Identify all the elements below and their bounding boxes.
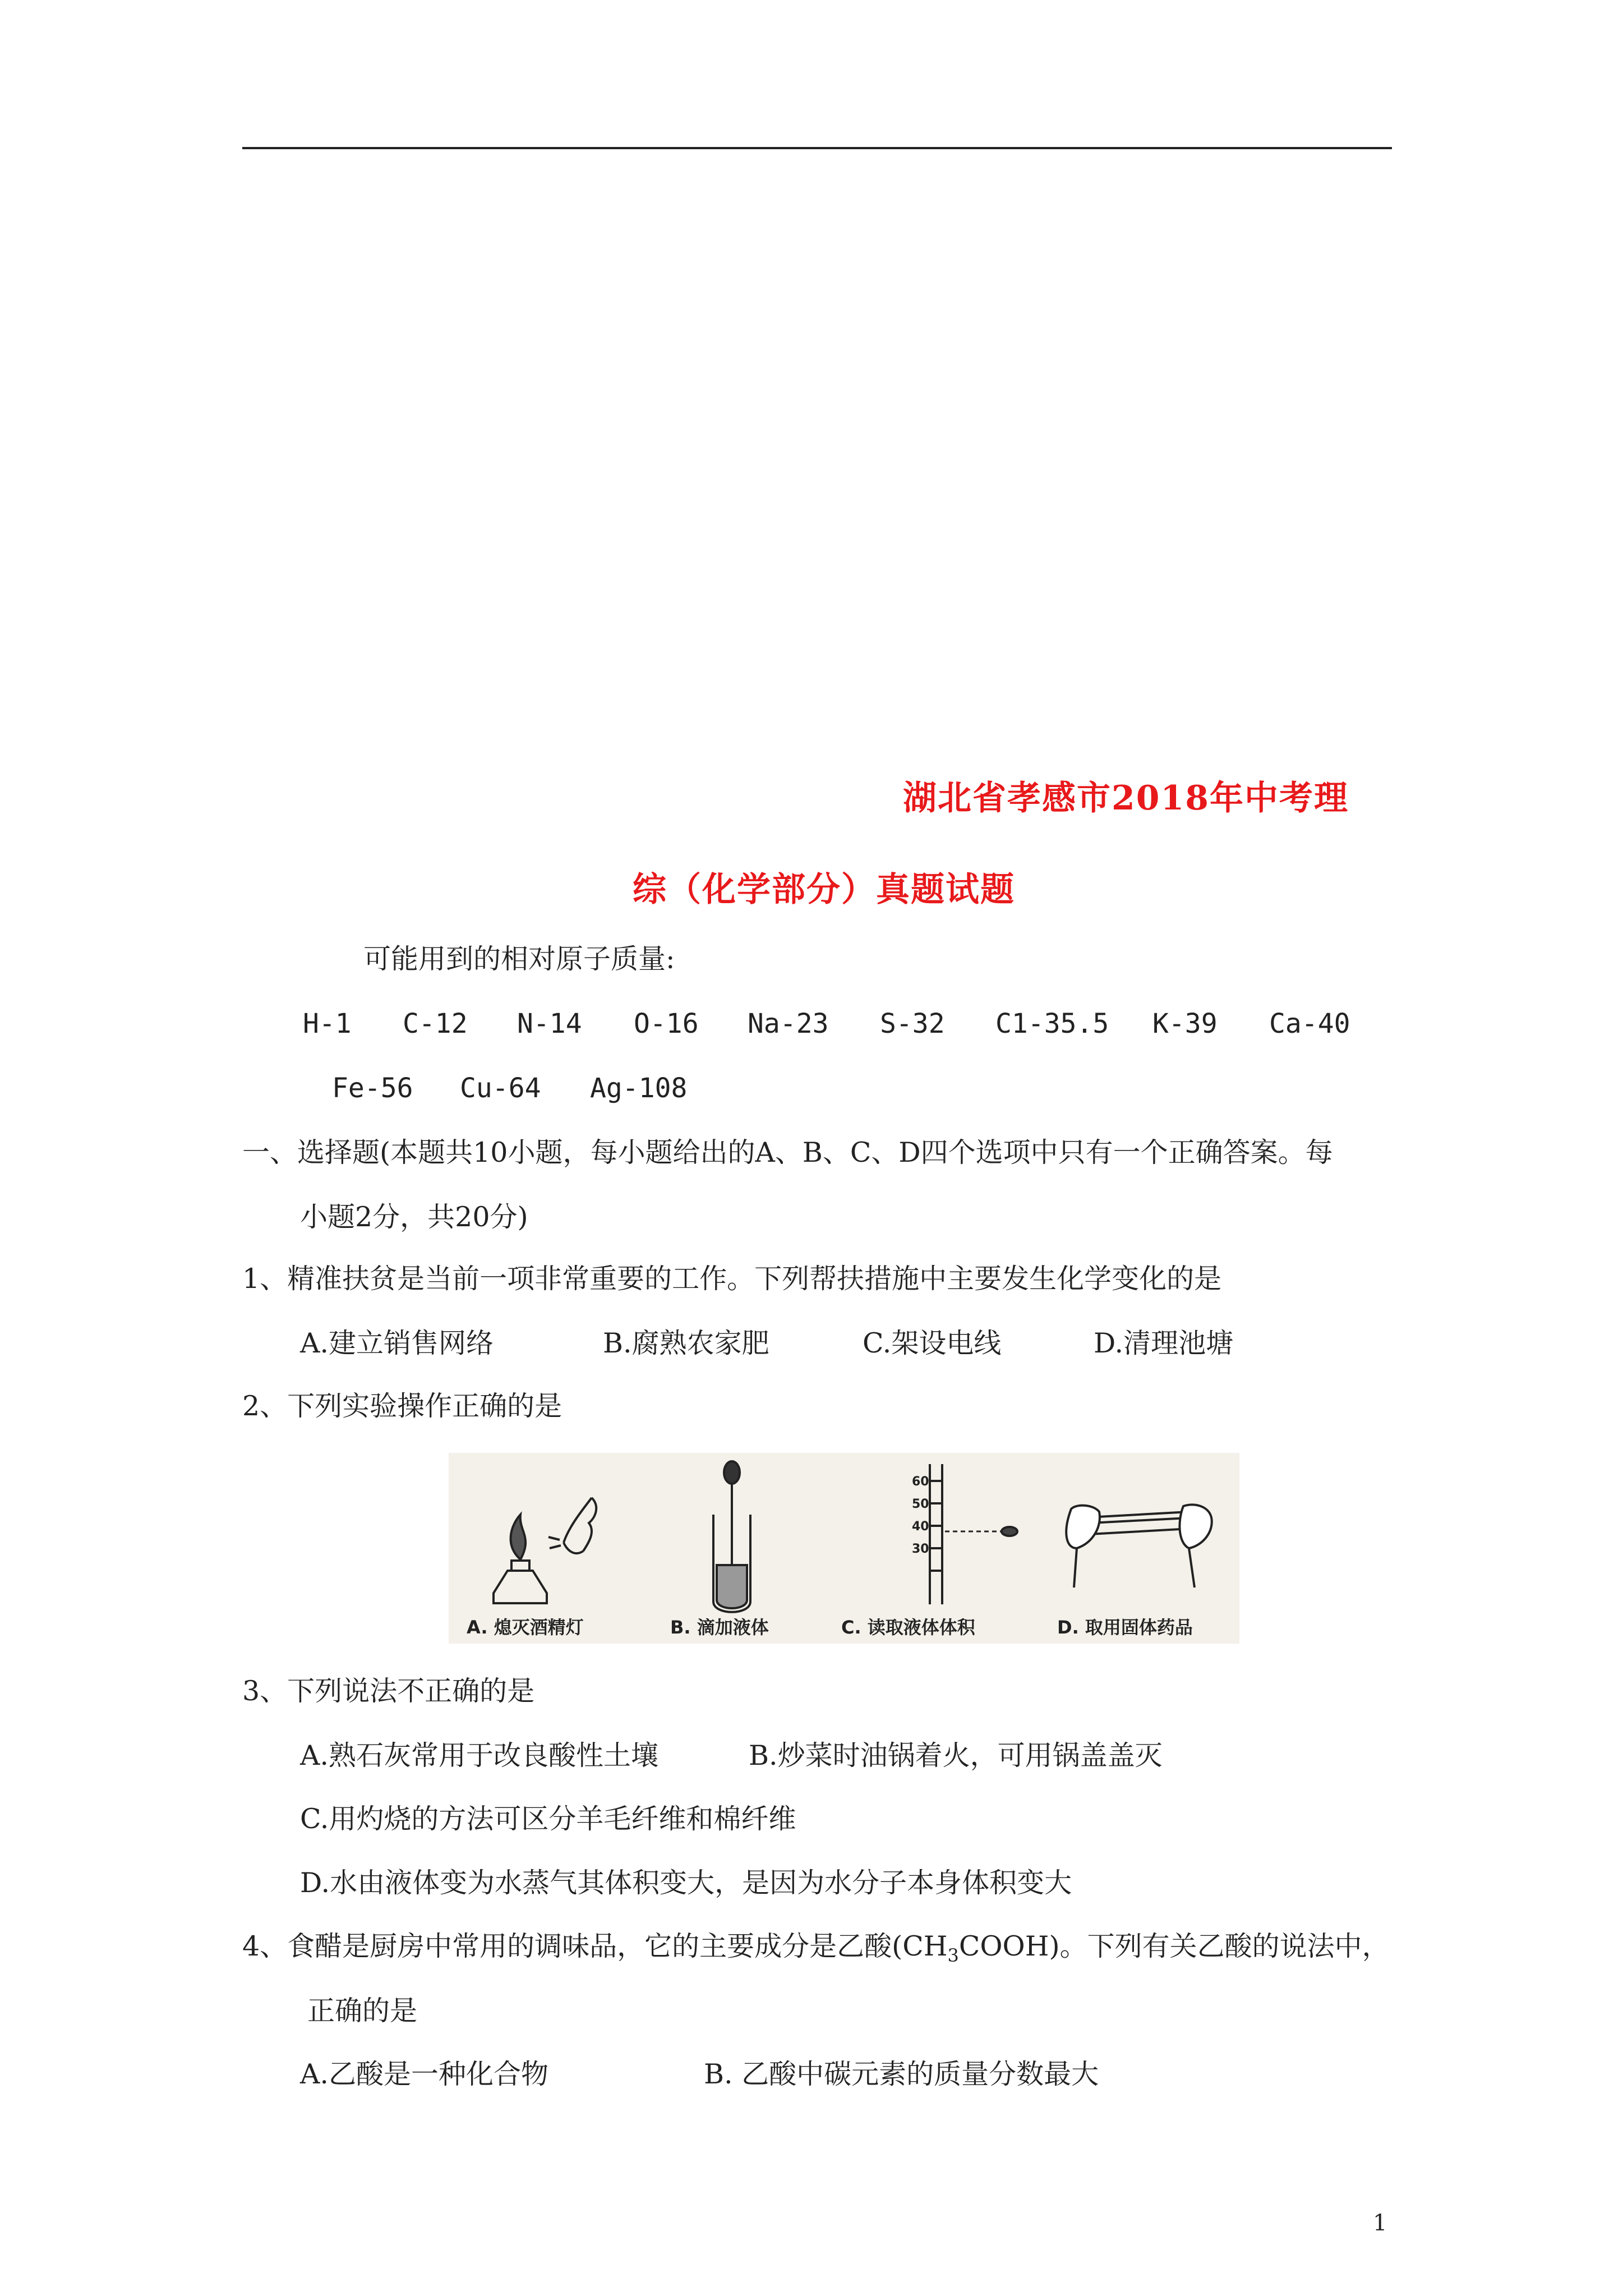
page-number: 1 [1373, 2210, 1387, 2236]
graduated-cylinder-illustration [930, 1464, 1017, 1604]
atomic-mass-item: C-12 [403, 1008, 468, 1039]
atomic-mass-intro: 可能用到的相对原子质量: [363, 943, 675, 975]
q4-formula-subscript: 3 [947, 1944, 959, 1966]
q1-option-b: B.腐熟农家肥 [603, 1327, 769, 1359]
figure-caption-d: D. 取用固体药品 [1057, 1617, 1193, 1638]
title-line-2: 综（化学部分）真题试题 [633, 870, 1015, 909]
question-2-stem: 2、下列实验操作正确的是 [242, 1390, 562, 1422]
cylinder-tick-label: 40 [912, 1520, 929, 1534]
q4-stem-part: 4、食醋是厨房中常用的调味品，它的主要成分是乙酸(CH [242, 1930, 948, 1962]
figure-caption-b: B. 滴加液体 [670, 1617, 769, 1638]
alcohol-lamp-illustration [494, 1498, 596, 1603]
lab-operations-figure [449, 1453, 1239, 1644]
q4-stem-part: COOH)。下列有关乙酸的说法中， [958, 1930, 1390, 1962]
solid-reagent-illustration [1066, 1504, 1211, 1588]
figure-caption-a: A. 熄灭酒精灯 [467, 1617, 584, 1638]
cylinder-tick-label: 50 [912, 1497, 929, 1511]
atomic-mass-item: Ca-40 [1269, 1008, 1350, 1039]
atomic-mass-item: N-14 [517, 1008, 582, 1039]
section-header: 一、选择题(本题共10小题，每小题给出的A、B、C、D四个选项中只有一个正确答案。每 [242, 1137, 1333, 1168]
question-4-stem [242, 1930, 1390, 1972]
q3-option-d: D.水由液体变为水蒸气其体积变大，是因为水分子本身体积变大 [300, 1867, 1072, 1899]
question-1-stem: 1、精准扶贫是当前一项非常重要的工作。下列帮扶措施中主要发生化学变化的是 [242, 1263, 1222, 1295]
atomic-mass-item: K-39 [1152, 1008, 1218, 1039]
question-4-stem-cont: 正确的是 [307, 1995, 418, 2027]
q1-option-d: D.清理池塘 [1094, 1327, 1234, 1359]
header-rule [242, 147, 1392, 149]
atomic-mass-item: Fe-56 [332, 1073, 413, 1104]
atomic-mass-item: O-16 [634, 1008, 699, 1039]
q4-option-a: A.乙酸是一种化合物 [300, 2058, 548, 2090]
q1-option-c: C.架设电线 [863, 1327, 1002, 1359]
q3-option-b: B.炒菜时油锅着火，可用锅盖盖灭 [749, 1740, 1163, 1772]
q1-option-a: A.建立销售网络 [300, 1327, 494, 1359]
atomic-mass-item: S-32 [880, 1008, 945, 1039]
atomic-mass-item: C1-35.5 [995, 1008, 1109, 1039]
atomic-mass-item: H-1 [303, 1008, 352, 1039]
cylinder-tick-label: 30 [912, 1542, 929, 1556]
atomic-mass-item: Cu-64 [460, 1073, 541, 1104]
section-header-cont: 小题2分，共20分) [300, 1201, 528, 1233]
figure-caption-c: C. 读取液体体积 [841, 1617, 975, 1638]
title-line-1: 湖北省孝感市2018年中考理 [903, 779, 1349, 818]
q3-option-c: C.用灼烧的方法可区分羊毛纤维和棉纤维 [300, 1803, 796, 1835]
atomic-mass-item: Ag-108 [590, 1073, 688, 1104]
q3-option-a: A.熟石灰常用于改良酸性土壤 [300, 1740, 658, 1772]
question-3-stem: 3、下列说法不正确的是 [242, 1675, 535, 1707]
q4-option-b: B. 乙酸中碳元素的质量分数最大 [704, 2058, 1099, 2090]
atomic-mass-item: Na-23 [748, 1008, 829, 1039]
test-tube-dropper-illustration [713, 1461, 750, 1612]
cylinder-tick-label: 60 [912, 1475, 929, 1489]
